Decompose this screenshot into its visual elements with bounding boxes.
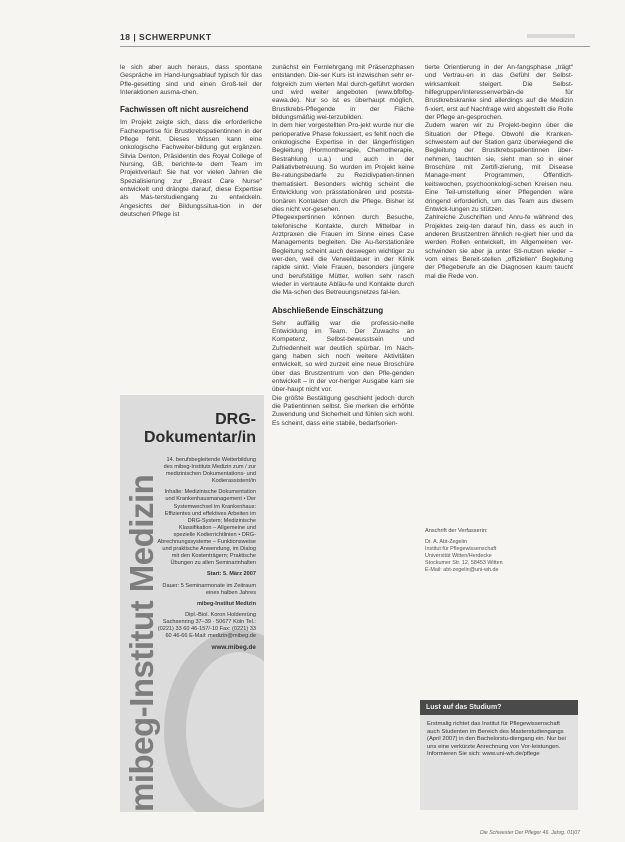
paragraph: Pflegeexpertinnen können durch Besuche, telefonische Kontakte, durch Mittelbar in Arztpraxen die Frauen im Sinne eines Case Managements begleiten. Die Au-ßerstationäre Begleitung scheint auch deswegen wichtiger zu wer-den, weil die Verweildauer in der Klinik rapide sinkt. Viele Frauen, besonders jüngere und berufstätige Mütter, wollen sehr rasch wieder in vertraute Abläu-fe und Kontakte durch die Ma-schen des Betreuungsnetzes fal-len.: [272, 214, 414, 297]
page-footer: Die Schwester Der Pfleger 46. Jahrg. 01|07: [480, 830, 580, 836]
header-mark: [527, 34, 575, 38]
advertisement: [120, 395, 264, 812]
paragraph: Zudem waren wir zu Projekt-beginn über die Situation der Pflege. Obwohl die Kranken-schwestern auf der Station ganz überwiegend die Begleitung der Brustkrebspatientinnen über-nehmen, tauchten sie, sieht man so in einer Broschüre mit Zertifi-zierung, mit Disease Manage-ment Programmen, Öffentlich-keitswochen, psychoonkologi-schen Kreisen neu. Eine Teil-umstellung einer Pflegenden wäre dringend erforderlich, um das Team aus diesem Entwick-lungen zu stützen.: [425, 122, 573, 213]
page-header: [120, 32, 590, 46]
ad-vertical-title: mibeg-Institut Medizin: [123, 474, 160, 812]
paragraph: le sich aber auch heraus, dass spontane Gespräche im Hand-lungsablauf typisch für das Pfle-gesetting sind und einen Groß-teil der Interaktionen ausma-chen.: [120, 64, 262, 97]
ad-body: [156, 457, 256, 655]
subheading: Fachwissen oft nicht ausreichend: [120, 105, 249, 115]
ad-intro: 14. berufsbegleitende Weiterbildung des mibeg-Instituts Medizin zum / zur medizinischen Dokumentations- und Kodierassistent/in: [163, 457, 256, 485]
author-line: Institut für Pflegewissenschaft: [425, 546, 497, 552]
author-line: Dr. A. Abt-Zegelin: [425, 539, 467, 545]
paragraph: Die größte Bestätigung geschieht jedoch durch die Patientinnen selbst. Sie merken die erhöhte Zuwendung und Sicherheit und fühlen sich wohl. Es scheint, dass eine stabile, bedarfsorien-: [272, 394, 414, 427]
paragraph: zunächst ein Fernlehrgang mit Präsenzphasen entstanden. Die-ser Kurs ist inzwischen sehr er-folgreich zum vierten Mal durch-geführt worden und wird weiter angeboten (www.bfbfbg-eawa.de). Nur so ist es überhaupt möglich, Brustkrebs-Pflegende in der Fläche bildungsmäßig wei-terzubilden.: [272, 64, 414, 122]
study-box-text: Erstmalig richtet das Institut für Pflegewissenschaft auch Studenten im Bereich des Masterstudiengangs (April 2007) in den Bachelorstu-diengang ein. Nur bei uns eine verkürzte Anrechnung von Vor-leistungen. Informieren Sie sich: www.uni-wh.de/pflege: [427, 721, 566, 758]
author-line: Stockumer Str. 12, 58453 Witten: [425, 560, 503, 566]
author-line: E-Mail: abt-zegelin@uni-wh.de: [425, 567, 499, 573]
paragraph: tierte Orientierung in der An-fangsphase „trägt“ und Vertrau-en in das Gefühl der Selbst-wirksamkeit steigert. Die Selbst-hilfegruppen/Interessenverbän-de für Brustkrebskranke sind allerdings auf die Medizin fi-xiert, erst auf Nachfrage wird abgestellt die Rolle der Pflege an-gesprochen.: [425, 64, 573, 122]
ad-org: mibeg-Institut Medizin: [196, 600, 256, 607]
column-1: [120, 64, 262, 220]
ad-contact: Dipl.-Biol. Koron Holdenrüng Sachsenring 37–39 · 50677 Köln Tel.: (0221) 33 60 46-157/-10 Fax: (0221) 33 60 46-66 E-Mail: medizin@mibeg.de: [157, 611, 256, 640]
column-2: [272, 64, 414, 428]
author-line: Universität Witten/Herdecke: [425, 553, 492, 559]
header-rule: [120, 46, 590, 47]
study-box-title: Lust auf das Studium?: [420, 700, 578, 715]
paragraph: Zahlreiche Zuschriften und Anru-fe während des Projektes zeig-ten darauf hin, dass es auch in anderen Brustzentren ähnlich re-giert hier und da werden Rollen entwickelt, im Allgemeinen ver-schwinden sie aber ja unter Sti-nutzen wieder – vom eines Bereit-stellen „offiziellen“ Begleitung der Pflegeberufe an die Diagnosen kaum taucht mal die Rede von.: [425, 214, 573, 280]
paragraph: Sehr auffällig war die professio-nelle Entwicklung im Team. Der Zuwachs an Kompetenz, Selbst-bewusstsein und Zufriedenheit war deutlich spürbar. Im Nach-gang haben sich noch weitere Aktivitäten entwickelt, so wird zurzeit eine neue Broschüre über das Brustzentrum von den Pfle-genden entwickelt – in der vor-heriger Ausgabe kam sie über-haupt nicht vor.: [272, 319, 414, 394]
section-title: 18 | SCHWERPUNKT: [120, 32, 212, 42]
column-3: [425, 64, 573, 281]
ad-url: www.mibeg.de: [211, 644, 256, 652]
paragraph: Im Projekt zeigte sich, dass die erforderliche Fachexpertise für Brustkrebspatientinnen in der Pflege fehlt. Dieses Wissen kann eine onkologische Fachweiter-bildung gut ergänzen. Silvia Denton, Präsidentin des Royal College of Nursing, GB, berichte-te dem Team im Projektverlauf: Sie hat vor vielen Jahren die Spezialisierung zur „Breast Care Nurse“ entwickelt und drängte darauf, diese Expertise als Mas-terstudiengang zu entwickeln. Angesichts der Bildungssitua-tion in der deutschen Pflege ist: [120, 119, 262, 219]
paragraph: In dem hier vorgestellten Pro-jekt wurde nur die perioperative Phase fokussiert, es fehlt noch die onkologische Expertise in der längerfristigen Begleitung (Hormontherapie, Chemotherapie, Bestrahlung u.a.) und auch in der Palliativbetreuung. So wurden im Projekt keine Be-ratungsbedarfe zu Rezidivpatien-tinnen thematisiert. Besonders wichtig scheint die Entwicklung von prässtationären und poststa-tionären Kontakten durch die Pflege. Bisher ist dies nicht vor-gesehen.: [272, 122, 414, 213]
ad-duration: Dauer: 5 Seminarmonate im Zeitraum eines halben Jahres: [162, 582, 256, 596]
ad-title: DRG- Dokumentar/in: [143, 411, 256, 446]
ad-logo-arc: [164, 630, 264, 812]
ad-start: Start: 5. März 2007: [206, 571, 256, 578]
study-box: [420, 700, 578, 810]
author-address: [425, 528, 573, 574]
subheading: Abschließende Einschätzung: [272, 305, 384, 315]
ad-contents: Inhalte: Medizinische Dokumentation und Krankenhausmanagement • Der Systemwechsel im Krankenhaus: Effizientes und effektives Arbeiten im DRG-System; Medizinische Klassifikation – Allgemeine und spezielle Kodierrichtlinien • DRG-Abrechnungssysteme – Funktionsweise und praktische Anwendung, im Dialog mit den Kostenträgern; Praktische Übungen zu allen Seminarinhalten: [157, 489, 256, 567]
author-label: Anschrift der Verfasserin:: [425, 528, 488, 534]
